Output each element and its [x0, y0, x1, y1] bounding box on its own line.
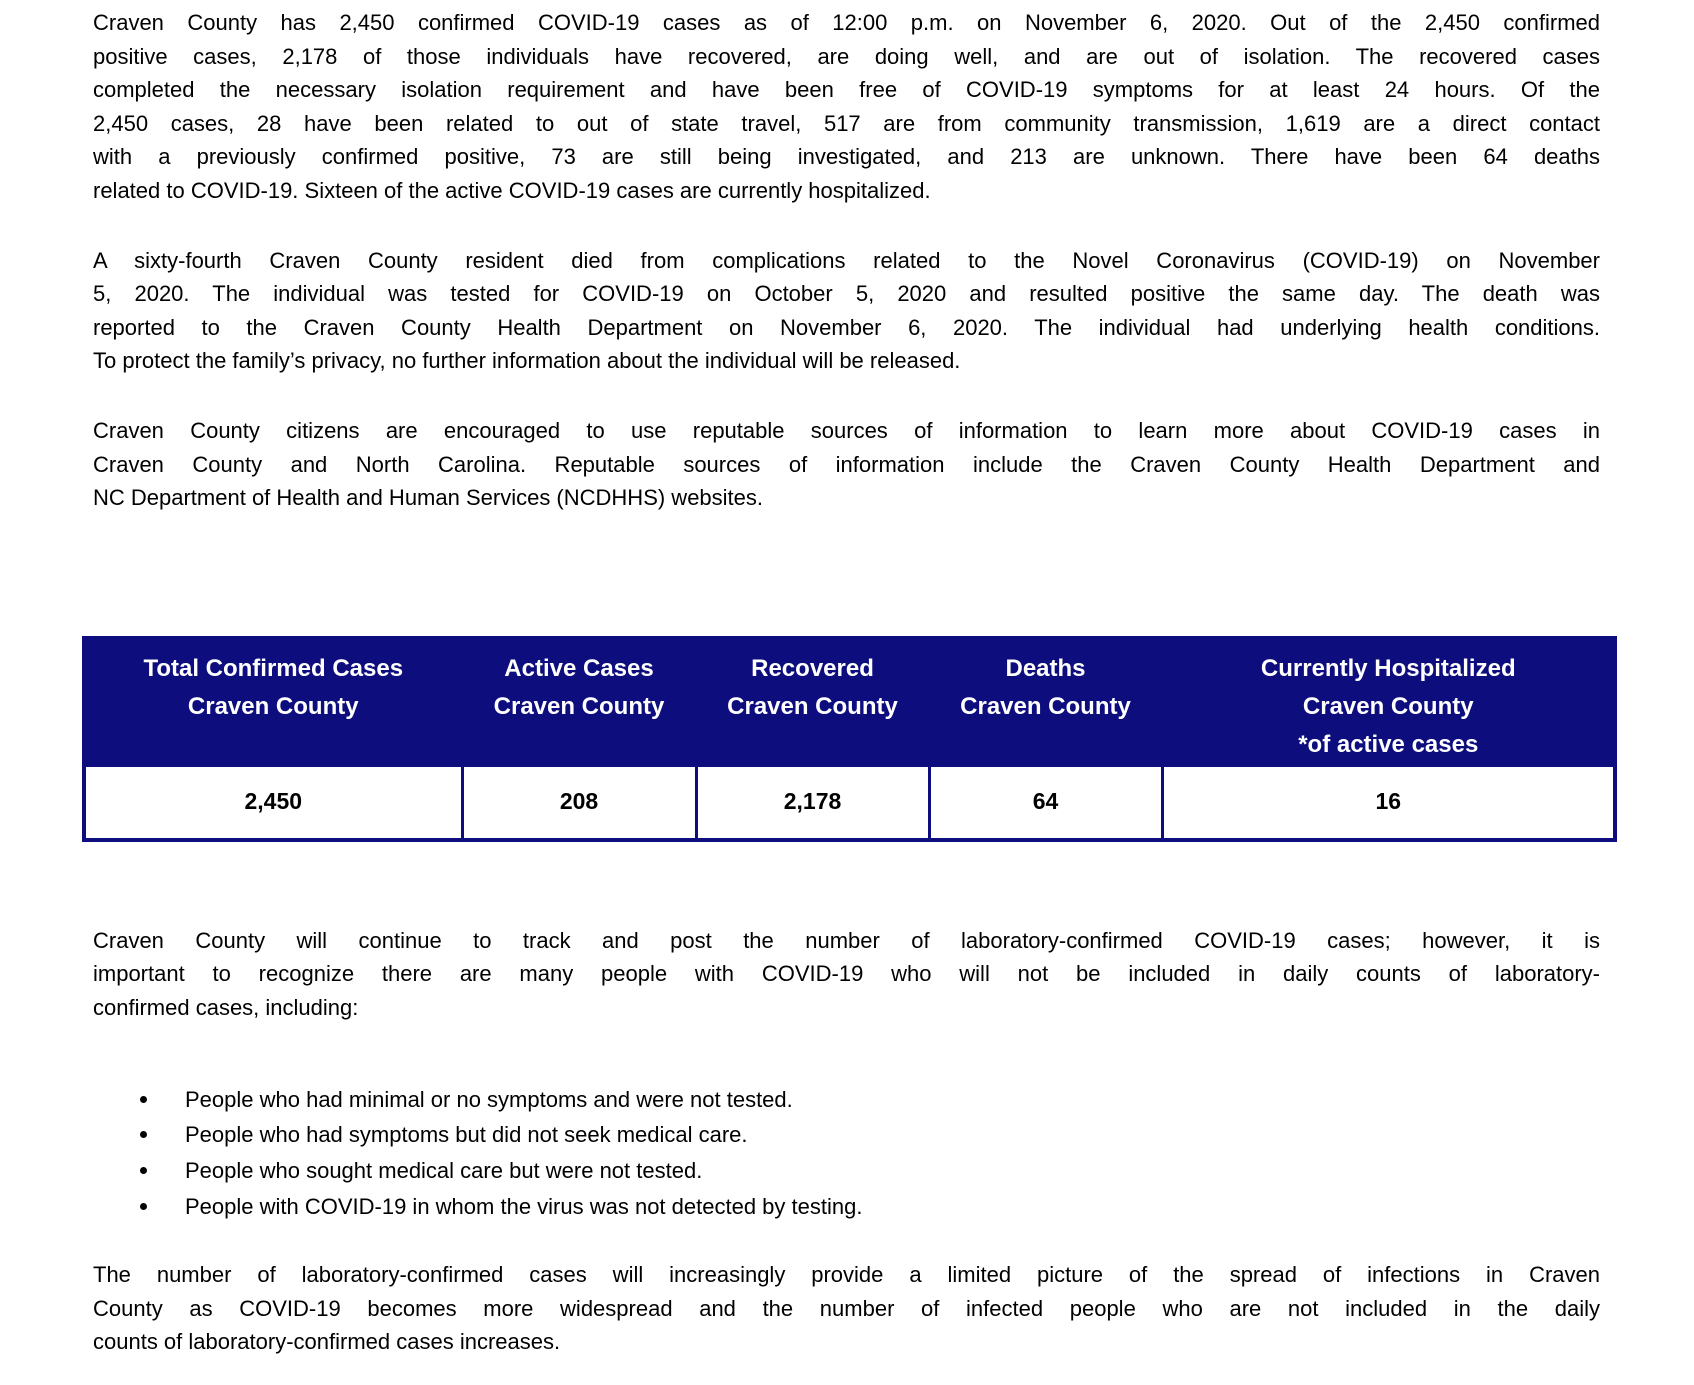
text-line: Craven County has 2,450 confirmed COVID-19 cases as of 12:00 p.m. on November 6, 2020. Out of the 2,450 confirmed — [93, 10, 1600, 35]
table-value-cell-active-cases: 208 — [462, 765, 696, 840]
text-line: 2,450 cases, 28 have been related to out of state travel, 517 are from community transmission, 1,619 are a direct contact — [93, 110, 1600, 136]
table-header-cell-hospitalized — [1162, 638, 1615, 766]
text-line: important to recognize there are many people with COVID-19 who will not be included in daily counts of laboratory- — [93, 961, 1600, 987]
bullet-item: People who sought medical care but were not tested. — [93, 1154, 1600, 1188]
bullet-item: People who had symptoms but did not seek medical care. — [93, 1118, 1600, 1152]
table-header-cell-active-cases — [462, 638, 696, 766]
header-line: Craven County — [187, 692, 359, 720]
text-line: completed the necessary isolation requirement and have been free of COVID-19 symptoms for at least 24 hours. Of the — [93, 77, 1600, 103]
text-line: Craven County will continue to track and post the number of laboratory-confirmed COVID-19 cases; however, it is — [93, 927, 1600, 953]
table-value-cell-recovered: 2,178 — [696, 765, 929, 840]
table-header-cell-total-confirmed — [84, 638, 462, 766]
text-line: Craven County citizens are encouraged to use reputable sources of information to learn more about COVID-19 cases in — [93, 417, 1600, 443]
table-value-cell-hospitalized: 16 — [1162, 765, 1615, 840]
text-line: reported to the Craven County Health Department on November 6, 2020. The individual had underlying health conditions. — [93, 314, 1600, 340]
bullet-item: People with COVID-19 in whom the virus was not detected by testing. — [93, 1190, 1600, 1224]
text-line: 5, 2020. The individual was tested for COVID-19 on October 5, 2020 and resulted positive the same day. The death was — [93, 281, 1600, 307]
header-line: Currently Hospitalized — [1260, 654, 1516, 682]
bullet-list — [93, 1083, 1600, 1225]
header-line: Deaths — [1005, 654, 1086, 682]
table-header-cell-deaths — [929, 638, 1162, 766]
text-line: A sixty-fourth Craven County resident died from complications related to the Novel Coronavirus (COVID-19) on November — [93, 247, 1600, 273]
table-value-cell-total-confirmed: 2,450 — [84, 765, 462, 840]
text-line: related to COVID-19. Sixteen of the active COVID-19 cases are currently hospitalized. — [93, 177, 931, 203]
header-line: Active Cases — [504, 654, 654, 682]
paragraph-limited-picture — [93, 1258, 1600, 1359]
bullet-item: People who had minimal or no symptoms and were not tested. — [93, 1083, 1600, 1117]
table-header-cell-recovered — [696, 638, 929, 766]
text-line: NC Department of Health and Human Services (NCDHHS) websites. — [93, 485, 764, 511]
paragraph-tracking-note — [93, 924, 1600, 1025]
text-line: To protect the family’s privacy, no further information about the individual will be released. — [93, 348, 961, 374]
header-line: Total Confirmed Cases — [143, 654, 404, 682]
text-line: with a previously confirmed positive, 73 are still being investigated, and 213 are unknown. There have been 64 deaths — [93, 144, 1600, 170]
text-line: positive cases, 2,178 of those individuals have recovered, are doing well, and are out of isolation. The recovered cases — [93, 43, 1600, 69]
header-line: *of active cases — [1298, 730, 1479, 758]
paragraph-death-report — [93, 244, 1600, 378]
table-value-cell-deaths: 64 — [929, 765, 1162, 840]
table-header-row — [84, 638, 1615, 766]
header-line: Craven County — [960, 692, 1131, 720]
text-line: County as COVID-19 becomes more widespread and the number of infected people who are not included in the daily — [93, 1295, 1600, 1321]
covid-summary-table — [82, 636, 1617, 842]
paragraph-reputable-sources — [93, 414, 1600, 515]
text-line: confirmed cases, including: — [93, 994, 359, 1020]
text-line: counts of laboratory-confirmed cases increases. — [93, 1329, 561, 1355]
header-line: Craven County — [493, 692, 665, 720]
header-line: Craven County — [1302, 692, 1474, 720]
header-line: Recovered — [751, 654, 874, 682]
text-line: Craven County and North Carolina. Reputable sources of information include the Craven County Health Department and — [93, 451, 1600, 477]
table-value-row — [84, 765, 1615, 840]
header-line: Craven County — [727, 692, 898, 720]
text-line: The number of laboratory-confirmed cases will increasingly provide a limited picture of the spread of infections in Craven — [93, 1262, 1600, 1288]
paragraph-case-summary — [93, 6, 1600, 208]
